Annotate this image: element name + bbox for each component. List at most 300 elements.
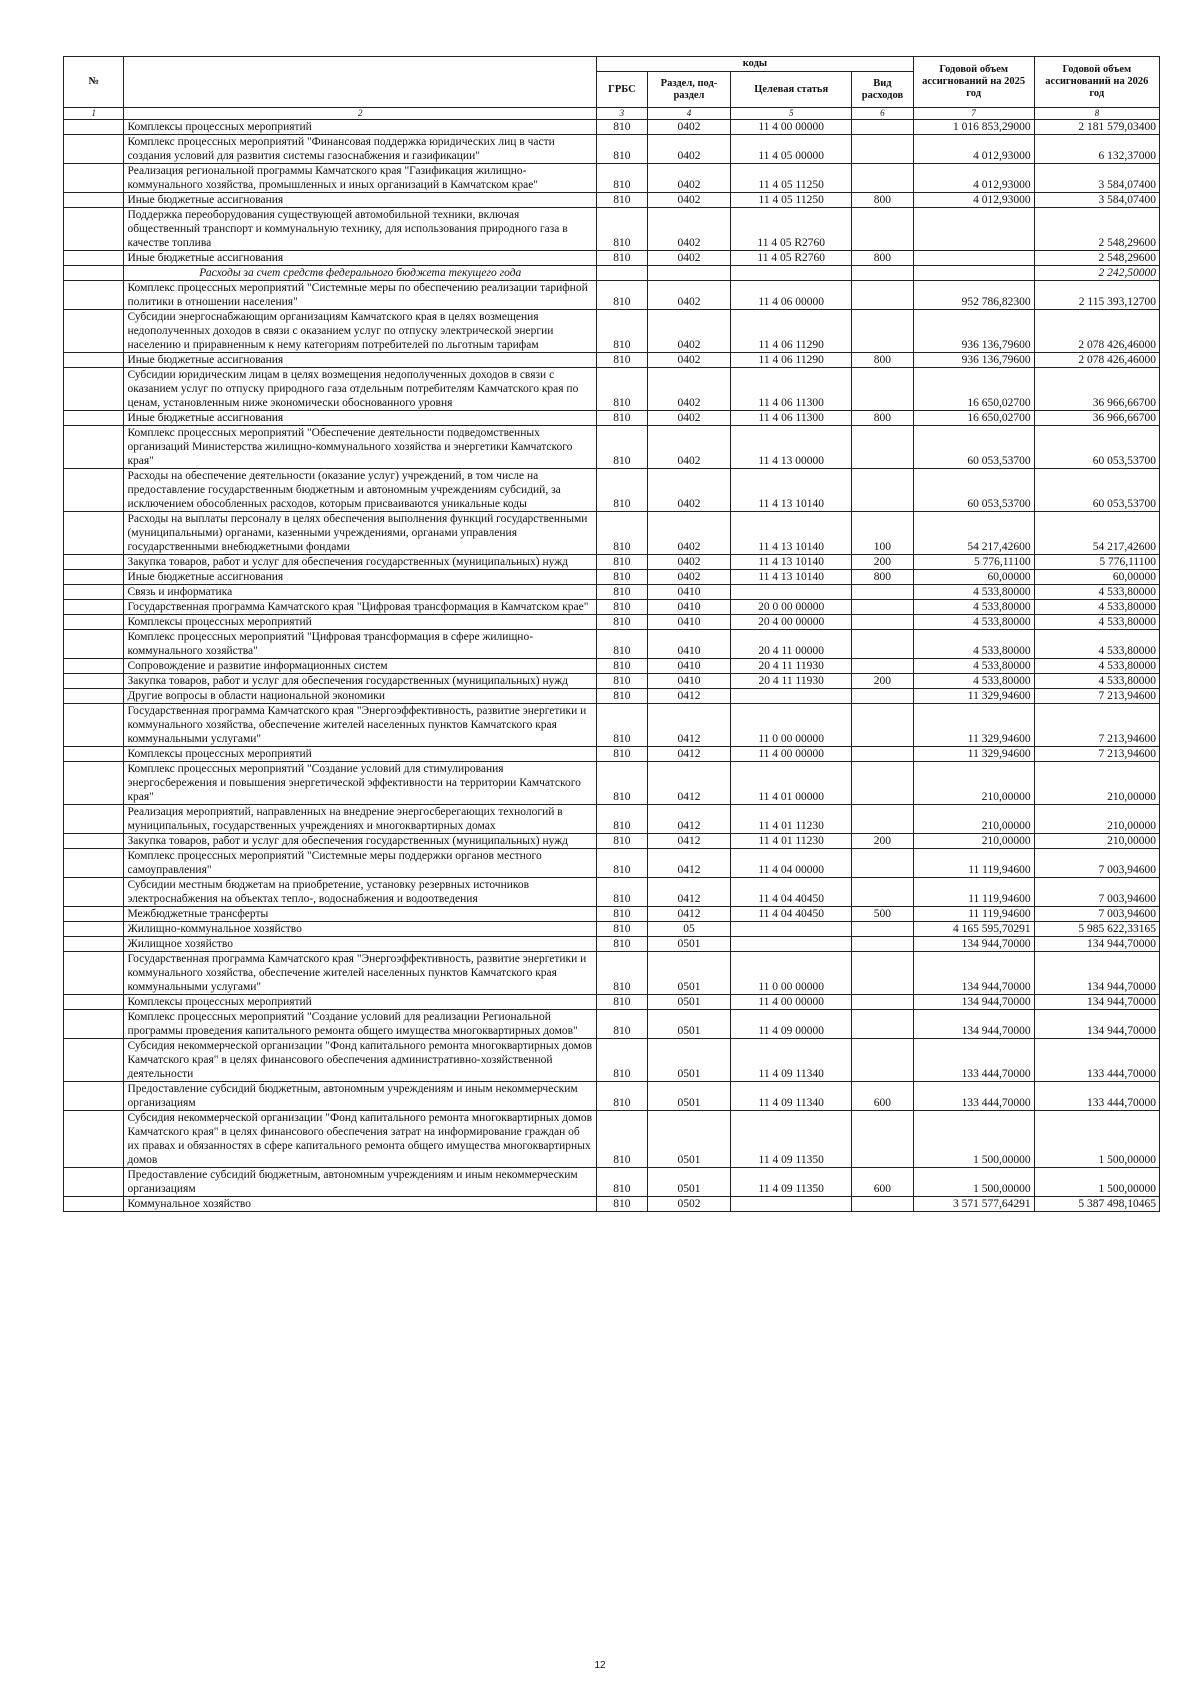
cell-vid [852,704,914,747]
cell-grbs [597,266,648,281]
table-row [64,310,1160,353]
cell-grbs: 810 [597,674,648,689]
cell-razdel: 0501 [647,1168,731,1197]
cell-num [64,878,124,907]
cell-num [64,1168,124,1197]
cell-name: Государственная программа Камчатского края "Энергоэффективность, развитие энергетики и коммунального хозяйства, обеспечение жителей населенных пунктов Камчатского края коммунальными услугами" [124,952,597,995]
table-row [64,615,1160,630]
cell-name: Иные бюджетные ассигнования [124,411,597,426]
cell-statya: 11 4 05 00000 [731,135,852,164]
cell-num [64,164,124,193]
cell-amount-2026: 60,00000 [1034,570,1159,585]
cell-grbs: 810 [597,570,648,585]
cell-grbs: 810 [597,995,648,1010]
cell-num [64,426,124,469]
table-row [64,937,1160,952]
cell-amount-2025 [913,251,1034,266]
cell-grbs: 810 [597,834,648,849]
cell-razdel: 0402 [647,120,731,135]
cell-vid [852,952,914,995]
cell-name: Государственная программа Камчатского края "Энергоэффективность, развитие энергетики и коммунального хозяйства, обеспечение жителей населенных пунктов Камчатского края коммунальными услугами" [124,704,597,747]
column-number: 6 [852,108,914,120]
table-row [64,570,1160,585]
cell-amount-2025: 60,00000 [913,570,1034,585]
cell-name: Субсидии энергоснабжающим организациям Камчатского края в целях возмещения недополученных доходов в связи с оказанием услуг по отпуску электрической энергии населению и приравненным к нему категориям потребителей по льготным тарифам [124,310,597,353]
cell-grbs: 810 [597,585,648,600]
table-row [64,426,1160,469]
cell-razdel: 05 [647,922,731,937]
cell-num [64,689,124,704]
cell-vid [852,922,914,937]
cell-statya: 11 4 00 00000 [731,747,852,762]
cell-statya: 11 4 13 10140 [731,570,852,585]
cell-grbs: 810 [597,164,648,193]
cell-razdel: 0402 [647,411,731,426]
cell-vid [852,805,914,834]
table-row [64,1168,1160,1197]
cell-vid [852,600,914,615]
cell-statya [731,585,852,600]
cell-statya: 11 4 06 00000 [731,281,852,310]
cell-name: Комплекс процессных мероприятий "Системные меры поддержки органов местного самоуправления" [124,849,597,878]
column-number: 1 [64,108,124,120]
cell-razdel: 0410 [647,674,731,689]
cell-name: Жилищное хозяйство [124,937,597,952]
cell-statya: 11 4 06 11290 [731,353,852,368]
cell-num [64,952,124,995]
cell-statya: 11 4 13 00000 [731,426,852,469]
cell-amount-2025 [913,266,1034,281]
cell-statya: 11 4 04 40450 [731,907,852,922]
cell-amount-2026: 2 242,50000 [1034,266,1159,281]
table-row [64,659,1160,674]
cell-amount-2026: 60 053,53700 [1034,426,1159,469]
cell-amount-2026: 36 966,66700 [1034,368,1159,411]
cell-amount-2025: 4 165 595,70291 [913,922,1034,937]
table-row [64,512,1160,555]
table-row [64,1010,1160,1039]
cell-grbs: 810 [597,1010,648,1039]
header-name [124,57,597,108]
header-statya: Целевая статья [731,72,852,108]
cell-grbs: 810 [597,469,648,512]
cell-amount-2026: 2 078 426,46000 [1034,353,1159,368]
table-row [64,135,1160,164]
cell-num [64,849,124,878]
cell-num [64,120,124,135]
cell-grbs: 810 [597,353,648,368]
cell-grbs: 810 [597,1039,648,1082]
cell-razdel: 0412 [647,878,731,907]
table-row [64,878,1160,907]
cell-vid [852,281,914,310]
cell-vid: 600 [852,1082,914,1111]
cell-amount-2025: 210,00000 [913,805,1034,834]
cell-name: Связь и информатика [124,585,597,600]
cell-razdel: 0501 [647,1111,731,1168]
cell-amount-2025: 11 329,94600 [913,689,1034,704]
cell-name: Коммунальное хозяйство [124,1197,597,1212]
cell-amount-2025: 4 012,93000 [913,193,1034,208]
cell-razdel: 0412 [647,805,731,834]
cell-amount-2026: 7 003,94600 [1034,878,1159,907]
table-row [64,995,1160,1010]
cell-grbs: 810 [597,878,648,907]
cell-grbs: 810 [597,1082,648,1111]
cell-amount-2026: 2 548,29600 [1034,208,1159,251]
cell-grbs: 810 [597,805,648,834]
cell-num [64,1010,124,1039]
cell-grbs: 810 [597,251,648,266]
cell-name: Закупка товаров, работ и услуг для обеспечения государственных (муниципальных) нужд [124,555,597,570]
cell-statya: 20 0 00 00000 [731,600,852,615]
table-row [64,208,1160,251]
table-row [64,674,1160,689]
table-row [64,353,1160,368]
cell-razdel: 0501 [647,1082,731,1111]
cell-grbs: 810 [597,411,648,426]
cell-amount-2026: 60 053,53700 [1034,469,1159,512]
cell-vid: 600 [852,1168,914,1197]
cell-amount-2025: 60 053,53700 [913,426,1034,469]
cell-amount-2025: 16 650,02700 [913,411,1034,426]
cell-amount-2025: 4 012,93000 [913,164,1034,193]
cell-statya: 11 4 05 R2760 [731,208,852,251]
cell-vid [852,615,914,630]
cell-num [64,193,124,208]
cell-grbs: 810 [597,426,648,469]
cell-grbs: 810 [597,659,648,674]
cell-razdel: 0410 [647,630,731,659]
cell-vid: 800 [852,193,914,208]
cell-amount-2026: 7 213,94600 [1034,689,1159,704]
table-row [64,251,1160,266]
cell-razdel: 0412 [647,689,731,704]
cell-amount-2026: 4 533,80000 [1034,615,1159,630]
cell-razdel: 0501 [647,1039,731,1082]
header-codes: коды [597,57,914,72]
cell-num [64,762,124,805]
cell-amount-2026: 5 776,11100 [1034,555,1159,570]
column-number-row [64,108,1160,120]
cell-grbs: 810 [597,368,648,411]
cell-amount-2025: 16 650,02700 [913,368,1034,411]
cell-razdel [647,266,731,281]
cell-amount-2025: 1 500,00000 [913,1111,1034,1168]
cell-vid: 800 [852,251,914,266]
table-row [64,281,1160,310]
cell-amount-2026: 4 533,80000 [1034,600,1159,615]
cell-name: Иные бюджетные ассигнования [124,251,597,266]
column-number: 3 [597,108,648,120]
cell-grbs: 810 [597,1168,648,1197]
cell-name: Поддержка переоборудования существующей автомобильной техники, включая общественный транспорт и коммунальную технику, для использования природного газа в качестве топлива [124,208,597,251]
cell-razdel: 0402 [647,426,731,469]
cell-amount-2026: 54 217,42600 [1034,512,1159,555]
table-row [64,952,1160,995]
cell-grbs: 810 [597,281,648,310]
cell-name: Комплекс процессных мероприятий "Обеспечение деятельности подведомственных организаций Министерства жилищно-коммунального хозяйства и энергетики Камчатского края" [124,426,597,469]
cell-num [64,555,124,570]
cell-amount-2025: 4 533,80000 [913,585,1034,600]
cell-amount-2026: 7 003,94600 [1034,907,1159,922]
cell-vid [852,878,914,907]
cell-vid [852,747,914,762]
table-row [64,368,1160,411]
cell-amount-2025 [913,208,1034,251]
cell-statya: 11 4 05 R2760 [731,251,852,266]
cell-amount-2025: 134 944,70000 [913,937,1034,952]
table-row [64,164,1160,193]
cell-name: Комплекс процессных мероприятий "Создание условий для стимулирования энергосбережения и повышения энергетической эффективности на территории Камчатского края" [124,762,597,805]
table-row [64,193,1160,208]
cell-razdel: 0501 [647,937,731,952]
cell-num [64,615,124,630]
cell-razdel: 0412 [647,834,731,849]
table-row [64,600,1160,615]
cell-name: Иные бюджетные ассигнования [124,570,597,585]
cell-vid [852,164,914,193]
cell-vid [852,120,914,135]
cell-num [64,469,124,512]
cell-statya: 11 4 06 11300 [731,368,852,411]
cell-amount-2026: 134 944,70000 [1034,952,1159,995]
cell-razdel: 0402 [647,251,731,266]
cell-num [64,1197,124,1212]
cell-name: Расходы на обеспечение деятельности (оказание услуг) учреждений, в том числе на предоставление государственным бюджетным и автономным учреждениям субсидий, за исключением обособленных расходов, которым присваиваются уникальные коды [124,469,597,512]
cell-num [64,266,124,281]
cell-statya: 20 4 11 00000 [731,630,852,659]
column-number: 7 [913,108,1034,120]
cell-amount-2025: 4 533,80000 [913,600,1034,615]
cell-razdel: 0410 [647,615,731,630]
cell-vid: 200 [852,674,914,689]
cell-razdel: 0402 [647,135,731,164]
cell-amount-2025: 5 776,11100 [913,555,1034,570]
cell-num [64,281,124,310]
cell-razdel: 0410 [647,600,731,615]
cell-amount-2025: 4 533,80000 [913,630,1034,659]
cell-vid [852,1010,914,1039]
table-row [64,411,1160,426]
cell-razdel: 0412 [647,762,731,805]
table-row [64,834,1160,849]
cell-amount-2025: 11 119,94600 [913,849,1034,878]
cell-statya: 11 4 09 11340 [731,1039,852,1082]
cell-grbs: 810 [597,600,648,615]
table-row [64,747,1160,762]
column-number: 4 [647,108,731,120]
cell-grbs: 810 [597,630,648,659]
cell-grbs: 810 [597,689,648,704]
cell-vid [852,849,914,878]
cell-statya: 11 4 09 11340 [731,1082,852,1111]
cell-name: Межбюджетные трансферты [124,907,597,922]
cell-razdel: 0402 [647,164,731,193]
cell-num [64,805,124,834]
cell-statya [731,922,852,937]
header-razdel: Раздел, под-раздел [647,72,731,108]
header-vid: Вид расходов [852,72,914,108]
cell-amount-2026: 4 533,80000 [1034,659,1159,674]
table-row-note [64,266,1160,281]
cell-statya [731,689,852,704]
cell-amount-2025: 11 119,94600 [913,907,1034,922]
cell-amount-2025: 133 444,70000 [913,1039,1034,1082]
cell-amount-2026: 4 533,80000 [1034,585,1159,600]
cell-amount-2025: 952 786,82300 [913,281,1034,310]
cell-amount-2025: 936 136,79600 [913,310,1034,353]
cell-num [64,570,124,585]
cell-statya: 11 4 09 00000 [731,1010,852,1039]
cell-num [64,630,124,659]
column-number: 2 [124,108,597,120]
cell-name: Расходы на выплаты персоналу в целях обеспечения выполнения функций государственными (муниципальными) органами, казенными учреждениями, органами управления государственными внебюджетными фондами [124,512,597,555]
cell-statya: 11 4 00 00000 [731,120,852,135]
cell-razdel: 0501 [647,1010,731,1039]
cell-vid [852,266,914,281]
cell-razdel: 0412 [647,747,731,762]
cell-amount-2025: 4 012,93000 [913,135,1034,164]
table-row [64,907,1160,922]
table-row [64,585,1160,600]
cell-statya [731,1197,852,1212]
cell-vid [852,208,914,251]
table-row [64,762,1160,805]
cell-amount-2026: 6 132,37000 [1034,135,1159,164]
header-grbs: ГРБС [597,72,648,108]
cell-name: Комплексы процессных мероприятий [124,615,597,630]
cell-num [64,585,124,600]
cell-name: Жилищно-коммунальное хозяйство [124,922,597,937]
cell-razdel: 0402 [647,368,731,411]
cell-grbs: 810 [597,512,648,555]
cell-amount-2025: 133 444,70000 [913,1082,1034,1111]
cell-amount-2026: 36 966,66700 [1034,411,1159,426]
cell-razdel: 0402 [647,570,731,585]
cell-vid [852,368,914,411]
cell-statya: 20 4 00 00000 [731,615,852,630]
table-row [64,1082,1160,1111]
cell-num [64,411,124,426]
cell-name: Предоставление субсидий бюджетным, автономным учреждениям и иным некоммерческим организациям [124,1082,597,1111]
cell-razdel: 0412 [647,849,731,878]
cell-razdel: 0502 [647,1197,731,1212]
cell-grbs: 810 [597,615,648,630]
cell-amount-2025: 134 944,70000 [913,952,1034,995]
cell-amount-2025: 210,00000 [913,762,1034,805]
cell-vid: 800 [852,353,914,368]
cell-statya: 11 4 04 00000 [731,849,852,878]
cell-statya: 11 4 13 10140 [731,512,852,555]
cell-statya [731,266,852,281]
cell-name: Предоставление субсидий бюджетным, автономным учреждениям и иным некоммерческим организациям [124,1168,597,1197]
cell-vid [852,310,914,353]
cell-grbs: 810 [597,937,648,952]
cell-grbs: 810 [597,747,648,762]
cell-vid [852,1111,914,1168]
table-row [64,1197,1160,1212]
cell-amount-2025: 3 571 577,64291 [913,1197,1034,1212]
budget-sheet [63,56,1160,1212]
cell-vid: 500 [852,907,914,922]
cell-grbs: 810 [597,762,648,805]
cell-grbs: 810 [597,907,648,922]
cell-amount-2025: 134 944,70000 [913,1010,1034,1039]
cell-amount-2026: 1 500,00000 [1034,1111,1159,1168]
cell-statya: 20 4 11 11930 [731,674,852,689]
cell-amount-2025: 1 016 853,29000 [913,120,1034,135]
cell-num [64,512,124,555]
cell-amount-2026: 5 387 498,10465 [1034,1197,1159,1212]
cell-amount-2026: 134 944,70000 [1034,1010,1159,1039]
cell-name: Реализация региональной программы Камчатского края "Газификация жилищно-коммунального хозяйства, промышленных и иных организаций в Камчатском крае" [124,164,597,193]
cell-amount-2026: 3 584,07400 [1034,193,1159,208]
cell-grbs: 810 [597,849,648,878]
cell-amount-2026: 2 181 579,03400 [1034,120,1159,135]
cell-num [64,1111,124,1168]
cell-amount-2025: 54 217,42600 [913,512,1034,555]
table-row [64,805,1160,834]
cell-num [64,704,124,747]
cell-name: Иные бюджетные ассигнования [124,193,597,208]
cell-amount-2026: 210,00000 [1034,834,1159,849]
table-row [64,630,1160,659]
cell-statya: 11 0 00 00000 [731,704,852,747]
cell-amount-2025: 4 533,80000 [913,674,1034,689]
cell-vid: 200 [852,555,914,570]
table-row [64,1111,1160,1168]
column-number: 5 [731,108,852,120]
budget-table [63,56,1160,1212]
cell-razdel: 0402 [647,512,731,555]
cell-amount-2026: 5 985 622,33165 [1034,922,1159,937]
cell-name: Субсидии юридическим лицам в целях возмещения недополученных доходов в связи с оказанием услуг по отпуску природного газа отдельным потребителям Камчатского края по ценам, установленным ниже экономически обоснованного уровня [124,368,597,411]
cell-num [64,251,124,266]
cell-name: Расходы за счет средств федерального бюджета текущего года [124,266,597,281]
cell-razdel: 0402 [647,208,731,251]
cell-grbs: 810 [597,1111,648,1168]
cell-vid [852,937,914,952]
cell-razdel: 0402 [647,281,731,310]
cell-amount-2026: 2 078 426,46000 [1034,310,1159,353]
cell-name: Комплекс процессных мероприятий "Финансовая поддержка юридических лиц в части создания условий для развития системы газоснабжения и газификации" [124,135,597,164]
cell-amount-2026: 3 584,07400 [1034,164,1159,193]
cell-amount-2026: 7 003,94600 [1034,849,1159,878]
cell-num [64,310,124,353]
cell-num [64,1082,124,1111]
cell-amount-2026: 4 533,80000 [1034,630,1159,659]
cell-razdel: 0412 [647,704,731,747]
cell-amount-2026: 2 115 393,12700 [1034,281,1159,310]
cell-statya: 11 4 01 11230 [731,834,852,849]
column-number: 8 [1034,108,1159,120]
table-row [64,555,1160,570]
header-year-2025: Годовой объем ассигнований на 2025 год [913,57,1034,108]
cell-amount-2026: 7 213,94600 [1034,704,1159,747]
cell-statya: 11 4 09 11350 [731,1168,852,1197]
table-row [64,849,1160,878]
cell-num [64,922,124,937]
cell-num [64,368,124,411]
cell-amount-2025: 134 944,70000 [913,995,1034,1010]
cell-num [64,834,124,849]
table-row [64,120,1160,135]
cell-vid [852,585,914,600]
cell-vid [852,135,914,164]
cell-amount-2025: 210,00000 [913,834,1034,849]
cell-razdel: 0402 [647,555,731,570]
